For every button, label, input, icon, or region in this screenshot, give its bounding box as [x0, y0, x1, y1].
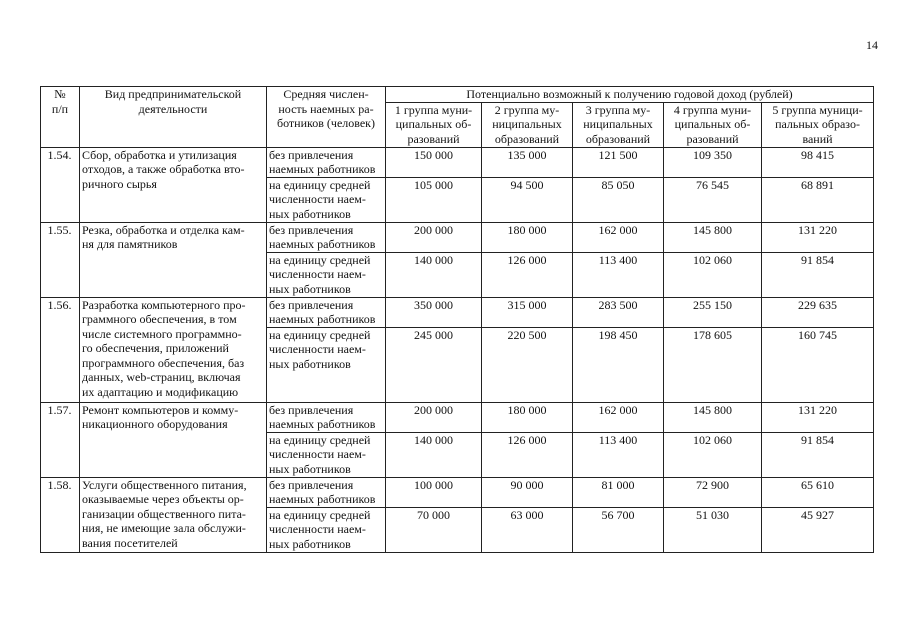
value-group-2: 135 000 — [482, 147, 573, 177]
value-group-4: 145 800 — [664, 402, 762, 432]
value-group-3: 162 000 — [573, 402, 664, 432]
value-group-1: 200 000 — [386, 402, 482, 432]
header-income: Потенциально возможный к получению годовой доход (рублей) — [386, 87, 874, 103]
header-group-5: 5 группа муници- пальных образо- ваний — [762, 102, 874, 147]
table-body — [41, 147, 874, 552]
row-number: 1.57. — [41, 402, 80, 477]
row-basis: без привлечения наемных работников — [267, 477, 386, 507]
value-group-2: 180 000 — [482, 222, 573, 252]
table-row — [41, 147, 874, 177]
value-group-5: 45 927 — [762, 507, 874, 552]
header-avg-workers: Средняя числен- ность наемных ра- ботников (человек) — [267, 87, 386, 148]
value-group-1: 150 000 — [386, 147, 482, 177]
row-basis: на единицу средней численности наем- ных работников — [267, 507, 386, 552]
value-group-4: 51 030 — [664, 507, 762, 552]
value-group-5: 65 610 — [762, 477, 874, 507]
value-group-5: 160 745 — [762, 327, 874, 402]
value-group-2: 94 500 — [482, 177, 573, 222]
value-group-4: 102 060 — [664, 432, 762, 477]
row-activity-kind: Резка, обработка и отделка кам- ня для памятников — [80, 222, 267, 297]
row-basis: на единицу средней численности наем- ных работников — [267, 177, 386, 222]
value-group-3: 283 500 — [573, 297, 664, 327]
header-group-1: 1 группа муни- ципальных об- разований — [386, 102, 482, 147]
value-group-2: 63 000 — [482, 507, 573, 552]
row-basis: без привлечения наемных работников — [267, 297, 386, 327]
header-group-4: 4 группа муни- ципальных об- разований — [664, 102, 762, 147]
table-row — [41, 477, 874, 507]
value-group-1: 105 000 — [386, 177, 482, 222]
row-activity-kind: Услуги общественного питания, оказываемые через объекты ор- ганизации общественного пита- ния, не имеющие зала обслужи- вания посетителей — [80, 477, 267, 552]
row-activity-kind: Ремонт компьютеров и комму- никационного оборудования — [80, 402, 267, 477]
value-group-3: 198 450 — [573, 327, 664, 402]
value-group-1: 140 000 — [386, 432, 482, 477]
value-group-4: 178 605 — [664, 327, 762, 402]
value-group-5: 91 854 — [762, 432, 874, 477]
header-number: № п/п — [41, 87, 80, 148]
row-number: 1.54. — [41, 147, 80, 222]
value-group-5: 98 415 — [762, 147, 874, 177]
value-group-5: 131 220 — [762, 222, 874, 252]
value-group-2: 220 500 — [482, 327, 573, 402]
value-group-4: 76 545 — [664, 177, 762, 222]
row-number: 1.56. — [41, 297, 80, 402]
value-group-3: 85 050 — [573, 177, 664, 222]
header-group-3: 3 группа му- ниципальных образований — [573, 102, 664, 147]
row-number: 1.55. — [41, 222, 80, 297]
row-number: 1.58. — [41, 477, 80, 552]
value-group-4: 102 060 — [664, 252, 762, 297]
value-group-3: 113 400 — [573, 432, 664, 477]
row-activity-kind: Разработка компьютерного про- граммного обеспечения, в том числе системного программно- го обеспечения, приложений программного обеспечения, баз данных, web-страниц, включая их адаптацию и модификацию — [80, 297, 267, 402]
row-basis: на единицу средней численности наем- ных работников — [267, 327, 386, 402]
value-group-2: 180 000 — [482, 402, 573, 432]
value-group-1: 350 000 — [386, 297, 482, 327]
header-activity-kind: Вид предпринимательской деятельности — [80, 87, 267, 148]
value-group-1: 100 000 — [386, 477, 482, 507]
value-group-2: 126 000 — [482, 252, 573, 297]
income-table — [40, 86, 874, 553]
value-group-5: 68 891 — [762, 177, 874, 222]
header-group-2: 2 группа му- ниципальных образований — [482, 102, 573, 147]
value-group-5: 131 220 — [762, 402, 874, 432]
value-group-3: 56 700 — [573, 507, 664, 552]
value-group-2: 90 000 — [482, 477, 573, 507]
row-basis: на единицу средней численности наем- ных работников — [267, 252, 386, 297]
table-row — [41, 402, 874, 432]
table-header — [41, 87, 874, 148]
row-activity-kind: Сбор, обработка и утилизация отходов, а также обработка вто- ричного сырья — [80, 147, 267, 222]
value-group-5: 229 635 — [762, 297, 874, 327]
table-row — [41, 222, 874, 252]
row-basis: без привлечения наемных работников — [267, 222, 386, 252]
value-group-3: 121 500 — [573, 147, 664, 177]
table-row — [41, 297, 874, 327]
value-group-4: 145 800 — [664, 222, 762, 252]
value-group-2: 126 000 — [482, 432, 573, 477]
value-group-1: 140 000 — [386, 252, 482, 297]
page-number: 14 — [866, 38, 878, 52]
value-group-4: 72 900 — [664, 477, 762, 507]
value-group-1: 245 000 — [386, 327, 482, 402]
value-group-3: 81 000 — [573, 477, 664, 507]
row-basis: без привлечения наемных работников — [267, 402, 386, 432]
value-group-2: 315 000 — [482, 297, 573, 327]
value-group-1: 70 000 — [386, 507, 482, 552]
row-basis: без привлечения наемных работников — [267, 147, 386, 177]
row-basis: на единицу средней численности наем- ных работников — [267, 432, 386, 477]
value-group-5: 91 854 — [762, 252, 874, 297]
value-group-4: 109 350 — [664, 147, 762, 177]
value-group-3: 162 000 — [573, 222, 664, 252]
value-group-1: 200 000 — [386, 222, 482, 252]
value-group-4: 255 150 — [664, 297, 762, 327]
value-group-3: 113 400 — [573, 252, 664, 297]
